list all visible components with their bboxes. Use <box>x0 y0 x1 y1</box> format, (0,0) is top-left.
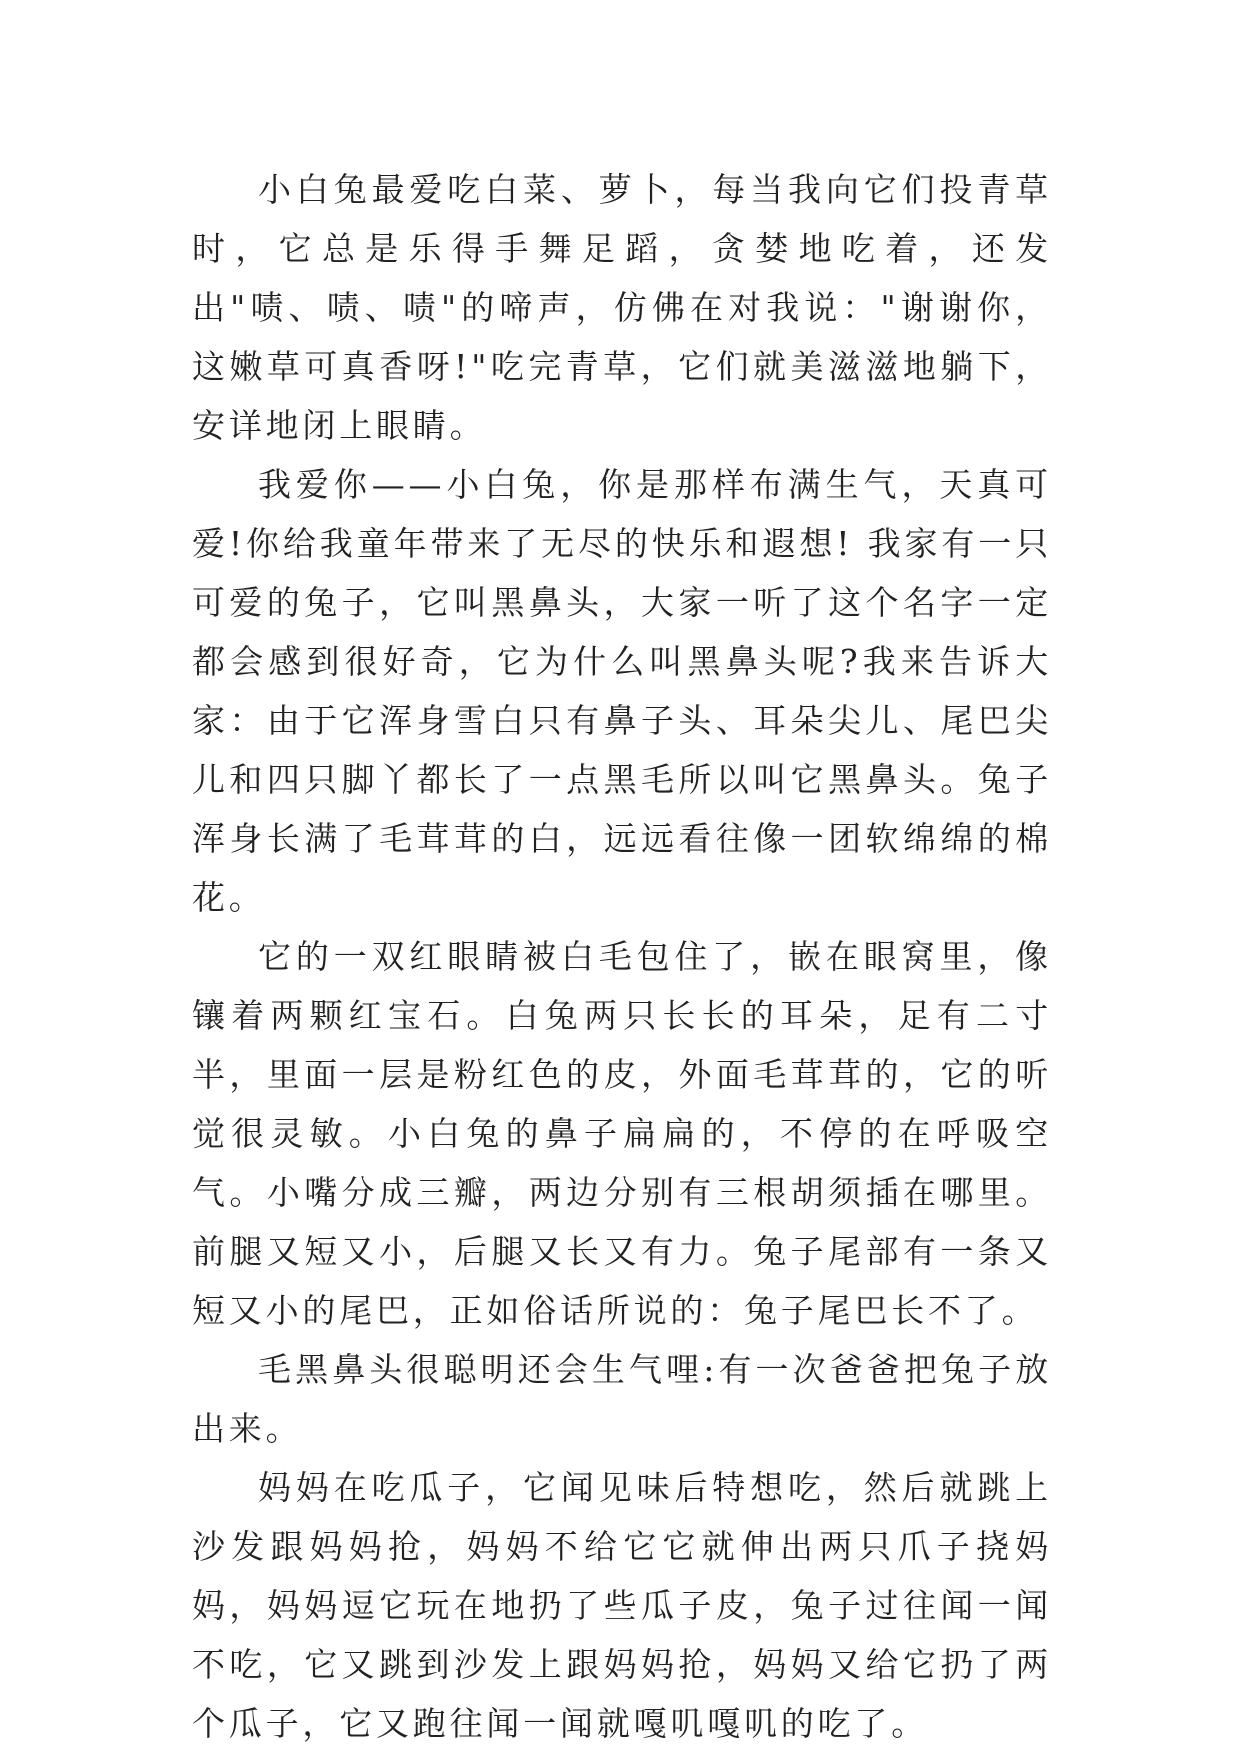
paragraph-4: 毛黑鼻头很聪明还会生气哩:有一次爸爸把兔子放出来。 <box>192 1350 1052 1448</box>
paragraph-3: 它的一双红眼睛被白毛包住了，嵌在眼窝里，像镶着两颗红宝石。白兔两只长长的耳朵，足有二寸半，里面一层是粉红色的皮，外面毛茸茸的，它的听觉很灵敏。小白兔的鼻子扁扁的，不停的在呼吸空气。小嘴分成三瓣，两边分别有三根胡须插在哪里。前腿又短又小，后腿又长又有力。兔子尾部有一条又短又小的尾巴，正如俗话所说的：兔子尾巴长不了。 <box>192 937 1052 1330</box>
document-body <box>192 160 1052 1753</box>
paragraph-2: 我爱你——小白兔，你是那样布满生气，天真可爱!你给我童年带来了无尽的快乐和遐想! 我家有一只可爱的兔子，它叫黑鼻头，大家一听了这个名字一定都会感到很好奇，它为什么叫黑鼻头呢?我来告诉大家：由于它浑身雪白只有鼻子头、耳朵尖儿、尾巴尖儿和四只脚丫都长了一点黑毛所以叫它黑鼻头。兔子浑身长满了毛茸茸的白，远远看往像一团软绵绵的棉花。 <box>192 465 1052 917</box>
paragraph-1: 小白兔最爱吃白菜、萝卜，每当我向它们投青草时，它总是乐得手舞足蹈，贪婪地吃着，还发出"啧、啧、啧"的啼声，仿佛在对我说："谢谢你，这嫩草可真香呀!"吃完青草，它们就美滋滋地躺下，安详地闭上眼睛。 <box>192 170 1052 445</box>
paragraph-5: 妈妈在吃瓜子，它闻见味后特想吃，然后就跳上沙发跟妈妈抢，妈妈不给它它就伸出两只爪子挠妈妈，妈妈逗它玩在地扔了些瓜子皮，兔子过往闻一闻不吃，它又跳到沙发上跟妈妈抢，妈妈又给它扔了两个瓜子，它又跑往闻一闻就嘎叽嘎叽的吃了。 <box>192 1468 1052 1743</box>
